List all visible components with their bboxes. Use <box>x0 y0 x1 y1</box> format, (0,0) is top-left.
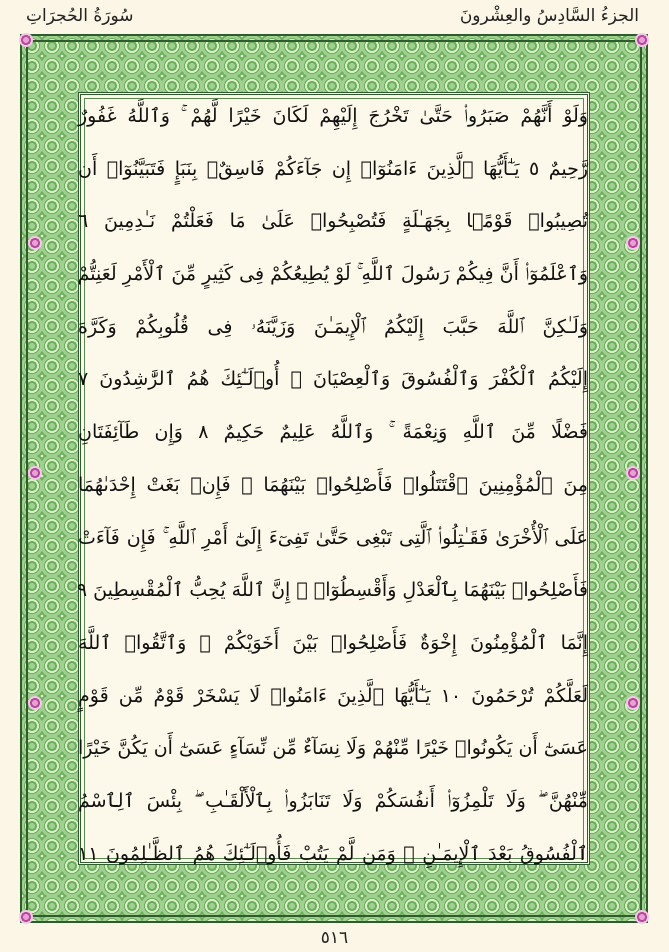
quran-text <box>78 90 588 880</box>
text-line: لَعَلَّكُمْ تُرْحَمُونَ ١٠ يَـٰٓأَيُّهَا ٱلَّذِينَ ءَامَنُوا۟ لَا يَسْخَرْ قَوْمٌ مِّن قَوْمٍ <box>78 684 589 707</box>
text-line: مِّنْهُنَّ ۖ وَلَا تَلْمِزُوٓا۟ أَنفُسَكُمْ وَلَا تَنَابَزُوا۟ بِٱلْأَلْقَـٰبِ ۖ بِئْسَ ٱلِٱسْمُ <box>78 789 588 812</box>
side-flower-icon <box>626 236 640 250</box>
text-line: فَأَصْلِحُوا۟ بَيْنَهُمَا بِٱلْعَدْلِ وَأَقْسِطُوٓا۟ ۖ إِنَّ ٱللَّهَ يُحِبُّ ٱلْمُقْسِطِينَ ٩ <box>76 579 588 602</box>
text-line: إِلَيْكُمُ ٱلْكُفْرَ وَٱلْفُسُوقَ وَٱلْعِصْيَانَ ۚ أُو۟لَـٰٓئِكَ هُمُ ٱلرَّٰشِدُونَ ٧ <box>78 368 588 391</box>
text-line: رَّحِيمٌ ٥ يَـٰٓأَيُّهَا ٱلَّذِينَ ءَامَنُوٓا۟ إِن جَآءَكُمْ فَاسِقٌۢ بِنَبَإٍ فَتَبَيَّنُوٓا۟ أَن <box>78 157 588 180</box>
text-line: إِنَّمَا ٱلْمُؤْمِنُونَ إِخْوَةٌ فَأَصْلِحُوا۟ بَيْنَ أَخَوَيْكُمْ ۚ وَٱتَّقُوا۟ ٱللَّهَ <box>78 631 588 654</box>
page-number: ٥١٦ <box>320 928 349 948</box>
text-line: عَسَىٰٓ أَن يَكُونُوا۟ خَيْرًا مِّنْهُمْ وَلَا نِسَآءٌ مِّن نِّسَآءٍ عَسَىٰٓ أَن يَكُنَّ خَيْرًا <box>78 737 588 760</box>
text-line: ٱلْفُسُوقُ بَعْدَ ٱلْإِيمَـٰنِ ۚ وَمَن لَّمْ يَتُبْ فَأُو۟لَـٰٓئِكَ هُمُ ٱلظَّـٰلِمُونَ ١١ <box>78 842 588 865</box>
text-line: فَضْلًا مِّنَ ٱللَّهِ وَنِعْمَةً ۚ وَٱللَّهُ عَلِيمٌ حَكِيمٌ ٨ وَإِن طَآئِفَتَانِ <box>78 421 588 444</box>
corner-flower-icon <box>19 910 33 924</box>
text-line: وَلَـٰكِنَّ ٱللَّهَ حَبَّبَ إِلَيْكُمُ ٱلْإِيمَـٰنَ وَزَيَّنَهُۥ فِى قُلُوبِكُمْ وَكَرَّهَ <box>78 315 588 338</box>
side-flower-icon <box>28 236 42 250</box>
text-line: عَلَى ٱلْأُخْرَىٰ فَقَـٰتِلُوا۟ ٱلَّتِى تَبْغِى حَتَّىٰ تَفِىٓءَ إِلَىٰٓ أَمْرِ ٱللَّهِ ۚ فَإِن فَآءَتْ <box>78 526 588 549</box>
corner-flower-icon <box>635 910 649 924</box>
side-flower-icon <box>626 466 640 480</box>
side-flower-icon <box>28 696 42 710</box>
corner-flower-icon <box>19 33 33 47</box>
text-line: وَٱعْلَمُوٓا۟ أَنَّ فِيكُمْ رَسُولَ ٱللَّهِ ۚ لَوْ يُطِيعُكُمْ فِى كَثِيرٍ مِّنَ ٱلْأَمْرِ لَعَنِتُّمْ <box>77 263 588 286</box>
corner-flower-icon <box>635 33 649 47</box>
text-line: مِنَ ٱلْمُؤْمِنِينَ ٱقْتَتَلُوا۟ فَأَصْلِحُوا۟ بَيْنَهُمَا ۖ فَإِنۢ بَغَتْ إِحْدَىٰهُمَا <box>78 473 588 496</box>
juz-header: الجزءُ السَّادِسُ والعِشْرونَ <box>459 6 639 26</box>
text-line: تُصِيبُوا۟ قَوْمًۢا بِجَهَـٰلَةٍ فَتُصْبِحُوا۟ عَلَىٰ مَا فَعَلْتُمْ نَـٰدِمِينَ ٦ <box>78 210 588 233</box>
side-flower-icon <box>626 696 640 710</box>
surah-header: سُورَةُ الحُجرَاتِ <box>26 6 134 26</box>
side-flower-icon <box>28 466 42 480</box>
text-line: وَلَوْ أَنَّهُمْ صَبَرُوا۟ حَتَّىٰ تَخْرُجَ إِلَيْهِمْ لَكَانَ خَيْرًا لَّهُمْ ۚ وَٱللَّهُ غَفُورٌ <box>78 105 588 127</box>
